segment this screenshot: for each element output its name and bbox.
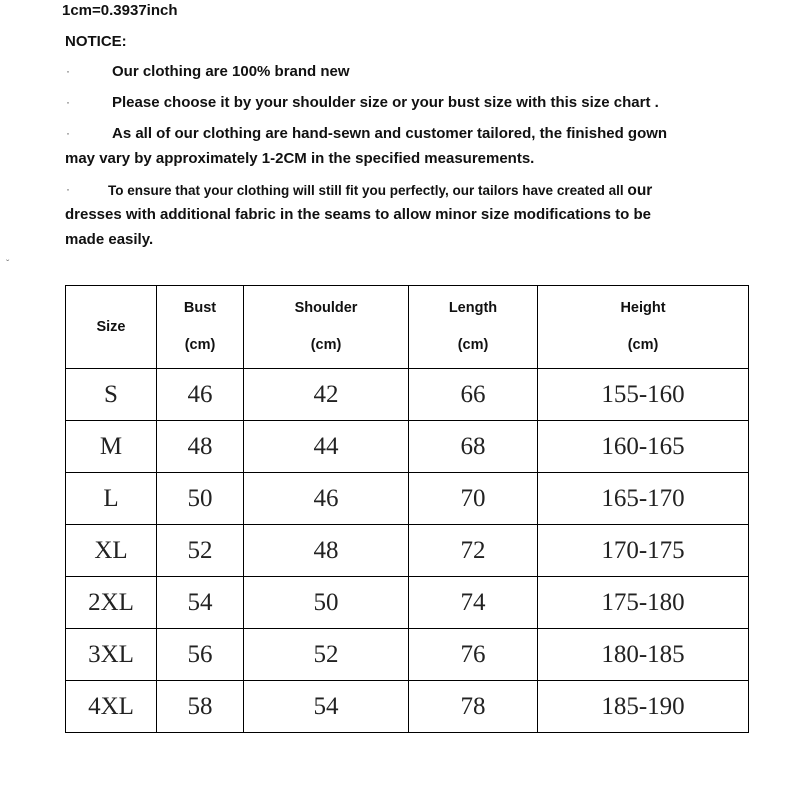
cell-bust: 48 <box>157 421 244 473</box>
cell-size: 3XL <box>66 629 157 681</box>
table-row <box>66 525 749 577</box>
notice-item-choose-size: Please choose it by your shoulder size or your bust size with this size chart . <box>112 94 659 111</box>
cell-bust: 54 <box>157 577 244 629</box>
bullet-marker: · <box>66 126 70 140</box>
column-header-bust: Bust (cm) <box>157 286 244 369</box>
cell-height: 155-160 <box>538 369 749 421</box>
cell-shoulder: 42 <box>244 369 409 421</box>
bullet-marker: · <box>66 95 70 109</box>
cell-height: 185-190 <box>538 681 749 733</box>
cell-height: 180-185 <box>538 629 749 681</box>
cell-length: 72 <box>409 525 538 577</box>
column-header-shoulder: Shoulder (cm) <box>244 286 409 369</box>
cell-bust: 52 <box>157 525 244 577</box>
notice-title: NOTICE: <box>65 33 127 50</box>
table-row <box>66 421 749 473</box>
cell-length: 76 <box>409 629 538 681</box>
unit-conversion: 1cm=0.3937inch <box>62 2 178 19</box>
table-row <box>66 629 749 681</box>
size-chart-table <box>65 285 749 733</box>
cell-shoulder: 48 <box>244 525 409 577</box>
cell-size: L <box>66 473 157 525</box>
cell-height: 160-165 <box>538 421 749 473</box>
column-header-height: Height (cm) <box>538 286 749 369</box>
cell-height: 170-175 <box>538 525 749 577</box>
notice-item-fit-line1: To ensure that your clothing will still fit you perfectly, our tailors have created all our <box>108 182 653 199</box>
notice-item-fit-line3: made easily. <box>65 231 154 248</box>
cell-size: M <box>66 421 157 473</box>
cell-length: 78 <box>409 681 538 733</box>
cell-length: 70 <box>409 473 538 525</box>
cell-height: 175-180 <box>538 577 749 629</box>
cell-length: 68 <box>409 421 538 473</box>
cell-bust: 56 <box>157 629 244 681</box>
cell-shoulder: 52 <box>244 629 409 681</box>
table-row <box>66 577 749 629</box>
cell-size: S <box>66 369 157 421</box>
column-header-size: Size <box>66 286 157 369</box>
cell-length: 74 <box>409 577 538 629</box>
cell-bust: 46 <box>157 369 244 421</box>
cell-size: 4XL <box>66 681 157 733</box>
cell-shoulder: 46 <box>244 473 409 525</box>
table-row <box>66 681 749 733</box>
bullet-marker: · <box>66 64 70 78</box>
cell-shoulder: 54 <box>244 681 409 733</box>
cell-shoulder: 44 <box>244 421 409 473</box>
notice-item-hand-sewn-line1: As all of our clothing are hand-sewn and customer tailored, the finished gown <box>112 125 668 142</box>
cell-height: 165-170 <box>538 473 749 525</box>
cell-shoulder: 50 <box>244 577 409 629</box>
notice-item-brand-new: Our clothing are 100% brand new <box>112 63 350 80</box>
cell-bust: 50 <box>157 473 244 525</box>
decorative-mark: ˇ <box>6 259 10 270</box>
notice-item-fit-line2: dresses with additional fabric in the seams to allow minor size modifications to be <box>65 206 651 223</box>
cell-length: 66 <box>409 369 538 421</box>
cell-bust: 58 <box>157 681 244 733</box>
cell-size: 2XL <box>66 577 157 629</box>
notice-item-hand-sewn-line2: may vary by approximately 1-2CM in the specified measurements. <box>65 150 535 167</box>
table-row <box>66 369 749 421</box>
table-row <box>66 473 749 525</box>
column-header-length: Length (cm) <box>409 286 538 369</box>
bullet-marker: · <box>66 182 70 196</box>
cell-size: XL <box>66 525 157 577</box>
table-header-row <box>66 286 749 369</box>
